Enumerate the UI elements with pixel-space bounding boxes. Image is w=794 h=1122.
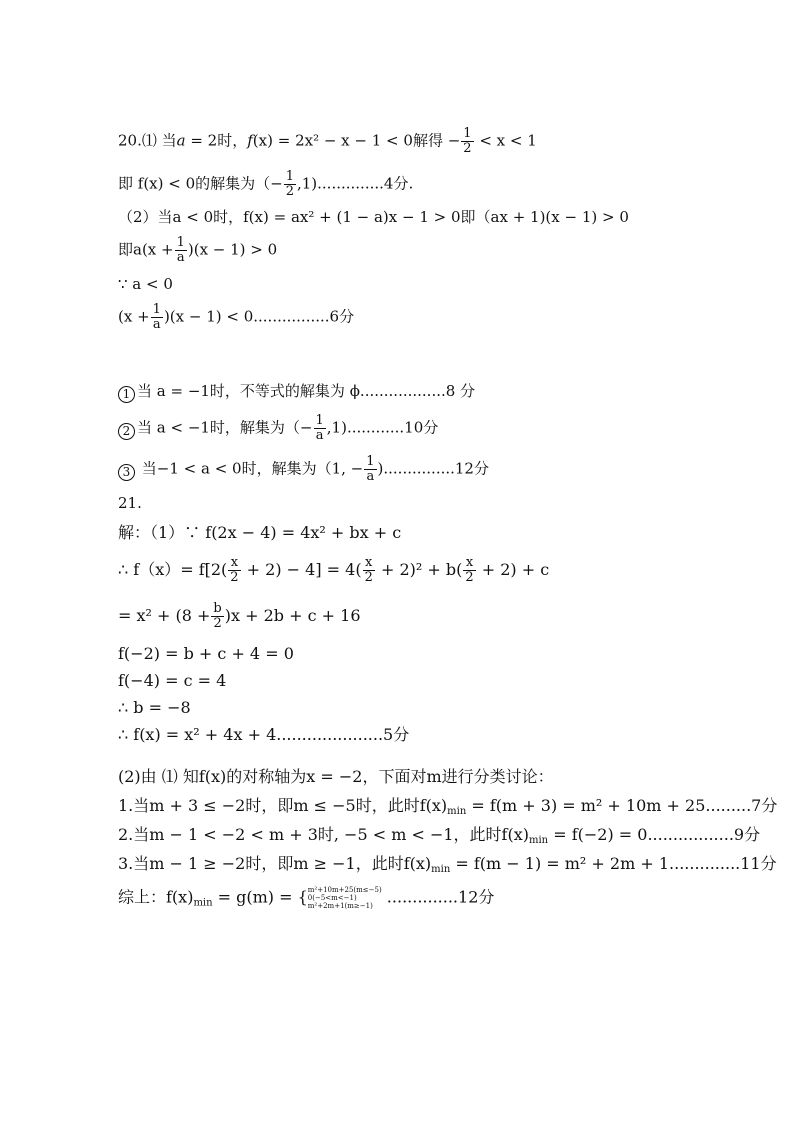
denominator: 2 bbox=[463, 141, 472, 156]
text: ,1)..............4分. bbox=[296, 174, 414, 193]
case: m²+2m+1(m≥−1) bbox=[307, 902, 373, 910]
text: = f(m + 3) = m² + 10m + 25.........7分 bbox=[466, 796, 778, 815]
p21-line-11 bbox=[118, 855, 777, 873]
p21-line-2 bbox=[118, 556, 549, 585]
text: 当 a = −1时，不等式的解集为 ϕ..................8 分 bbox=[137, 382, 476, 400]
text: = f(−2) = 0.................9分 bbox=[548, 825, 761, 844]
text: ..............12分 bbox=[381, 887, 495, 907]
numerator: 1 bbox=[285, 169, 294, 184]
fraction bbox=[151, 303, 163, 332]
numerator: x bbox=[363, 556, 375, 571]
fraction bbox=[228, 556, 240, 585]
fraction bbox=[314, 414, 326, 443]
text: )(x − 1) > 0 bbox=[187, 240, 278, 259]
text: a bbox=[176, 131, 186, 150]
subscript: min bbox=[447, 806, 467, 817]
text: )(x − 1) < 0................6分 bbox=[163, 307, 355, 326]
text: 综上：f(x) bbox=[118, 887, 194, 907]
denominator: 2 bbox=[230, 570, 239, 585]
fraction bbox=[175, 236, 187, 265]
p20-line-3: （2）当a < 0时，f(x) = ax² + (1 − a)x − 1 > 0即（ax + 1)(x − 1) > 0 bbox=[118, 208, 629, 226]
denominator: a bbox=[366, 469, 375, 484]
subscript: min bbox=[431, 864, 451, 875]
numerator: 1 bbox=[315, 413, 324, 428]
case: m²+10m+25(m≤−5) bbox=[307, 886, 382, 894]
text: 即a(x + bbox=[118, 240, 174, 259]
text: 1.当m + 3 ≤ −2时，即m ≤ −5时，此时f(x) bbox=[118, 796, 448, 815]
p20-line-4 bbox=[118, 236, 277, 265]
p21-line-4: f(−2) = b + c + 4 = 0 bbox=[118, 644, 294, 663]
text: 当 a < −1时，解集为（− bbox=[137, 418, 313, 437]
p20-line-2 bbox=[118, 170, 413, 199]
fraction bbox=[211, 602, 223, 631]
text: = x² + (8 + bbox=[118, 606, 211, 625]
p21-line-6: ∴ b = −8 bbox=[118, 698, 191, 717]
text: 20.⑴ 当 bbox=[118, 131, 177, 150]
text: + 2) + c bbox=[476, 560, 550, 579]
text: + 2)² + b( bbox=[375, 560, 463, 579]
subscript: min bbox=[528, 835, 549, 846]
p20-case-2 bbox=[118, 414, 438, 443]
p21-line-12 bbox=[118, 886, 494, 910]
p21-heading: 21. bbox=[118, 494, 142, 512]
numerator: 1 bbox=[366, 454, 375, 469]
circled-number: 3 bbox=[118, 464, 135, 481]
fraction bbox=[461, 127, 473, 156]
circled-number: 1 bbox=[118, 386, 135, 403]
p21-line-7: ∴ f(x) = x² + 4x + 4.....................5分 bbox=[118, 725, 410, 744]
denominator: 2 bbox=[364, 570, 373, 585]
p20-line-6 bbox=[118, 303, 354, 332]
text: + 2) − 4] = 4( bbox=[241, 560, 362, 579]
denominator: a bbox=[152, 317, 161, 332]
denominator: 2 bbox=[465, 570, 474, 585]
text: = 2时， bbox=[185, 131, 248, 150]
text: ∴ f（x）= f[2( bbox=[118, 560, 228, 579]
text: 2.当m − 1 < −2 < m + 3时, −5 < m < −1，此时f(x) bbox=[118, 825, 529, 844]
denominator: a bbox=[176, 250, 185, 265]
fraction bbox=[463, 556, 475, 585]
fraction bbox=[364, 455, 376, 484]
p21-line-8: (2)由 ⑴ 知f(x)的对称轴为x = −2，下面对m进行分类讨论： bbox=[118, 767, 554, 786]
text: < x < 1 bbox=[474, 131, 537, 150]
p20-case-1 bbox=[118, 382, 475, 403]
numerator: x bbox=[463, 556, 475, 571]
numerator: 1 bbox=[176, 235, 185, 250]
p20-case-3 bbox=[118, 455, 489, 484]
text: ,1)............10分 bbox=[326, 418, 439, 437]
circled-number: 2 bbox=[118, 423, 135, 440]
fraction bbox=[284, 170, 296, 199]
text: (x + bbox=[118, 307, 150, 326]
denominator: 2 bbox=[285, 184, 294, 199]
p21-line-1: 解：（1）∵ f(2x − 4) = 4x² + bx + c bbox=[118, 523, 402, 542]
text: 3.当m − 1 ≥ −2时，即m ≥ −1，此时f(x) bbox=[118, 854, 432, 873]
text: 当−1 < a < 0时，解集为（1, − bbox=[137, 459, 364, 478]
text: (x) = 2x² − x − 1 < 0解得 − bbox=[252, 131, 461, 150]
numerator: 1 bbox=[152, 302, 161, 317]
fraction bbox=[363, 556, 375, 585]
case: 0(−5<m<−1) bbox=[307, 894, 357, 902]
p21-line-5: f(−4) = c = 4 bbox=[118, 671, 227, 690]
text: 即 f(x) < 0的解集为（− bbox=[118, 174, 283, 193]
denominator: 2 bbox=[213, 616, 222, 631]
p21-line-3 bbox=[118, 602, 361, 631]
denominator: a bbox=[315, 428, 324, 443]
numerator: 1 bbox=[463, 126, 472, 141]
p20-line-1 bbox=[118, 127, 537, 156]
text: )x + 2b + c + 16 bbox=[224, 606, 361, 625]
text: )...............12分 bbox=[377, 459, 489, 478]
numerator: b bbox=[213, 601, 222, 616]
subscript: min bbox=[193, 897, 213, 909]
p21-line-9 bbox=[118, 797, 777, 815]
text: = f(m − 1) = m² + 2m + 1..............11分 bbox=[450, 854, 777, 873]
piecewise-cases bbox=[308, 886, 382, 910]
p21-line-10 bbox=[118, 826, 760, 844]
text: = g(m) = { bbox=[212, 887, 308, 907]
numerator: x bbox=[228, 556, 240, 571]
text: f bbox=[247, 131, 253, 150]
p20-line-5: ∵ a < 0 bbox=[118, 275, 173, 293]
